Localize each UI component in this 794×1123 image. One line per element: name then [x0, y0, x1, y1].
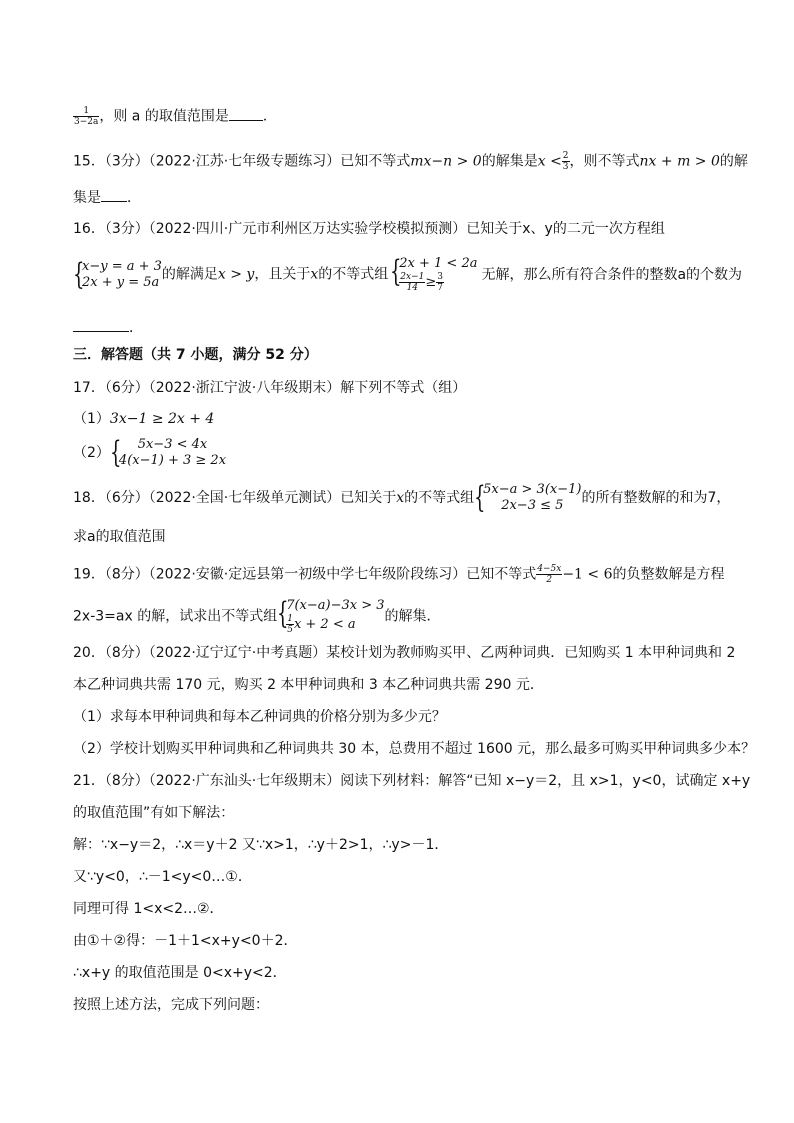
q16-line2	[73, 256, 742, 293]
q14-frac-den: 3−2a	[74, 117, 99, 127]
q16-mid2: ，且关于	[254, 266, 311, 283]
q14-line	[73, 106, 277, 127]
q15-sol-den: 3	[562, 162, 569, 172]
q18-row1: 5x−a > 3(x−1)	[483, 482, 582, 497]
q14-fraction	[73, 106, 99, 127]
q20-line1: 20．（8分）（2022·辽宁辽宁·中考真题）某校计划为教师购买甲、乙两种词典．已知购买 1 本甲种词典和 2	[73, 645, 736, 661]
q17-p2-label: （2）	[73, 445, 110, 461]
q21-line1: 21．（8分）（2022·广东汕头·七年级期末）阅读下列材料：解答“已知 x−y＝2，且 x>1，y<0，试确定 x+y	[73, 773, 751, 789]
q21-step4: 由①＋②得：－1＋1<x+y<0＋2．	[73, 933, 298, 949]
q15-answer-blank[interactable]	[101, 188, 127, 202]
q17-system	[110, 437, 226, 469]
q16-sys2-row2	[399, 272, 477, 293]
q16-sys1-row2: 2x + y = 5a	[82, 274, 160, 290]
q18-line2	[73, 528, 166, 546]
q16-mid3: 的不等式组	[318, 266, 389, 283]
q15-line2	[73, 188, 141, 207]
q21-step6: 按照上述方法，完成下列问题：	[73, 997, 269, 1013]
q19-system	[277, 598, 384, 635]
q16-sys2-frac-right	[436, 272, 444, 293]
q16-system1-brace: {	[73, 256, 85, 292]
q15-sol-lhs: x <	[537, 153, 562, 170]
q16-end2: ．	[129, 320, 143, 336]
q18-line1	[73, 482, 730, 514]
q19-row2	[286, 614, 384, 635]
q17-line1	[73, 379, 466, 397]
q15-ineq1: mx−n > 0	[410, 153, 482, 170]
q16-var: x	[310, 266, 319, 283]
q19-system-brace: {	[277, 596, 289, 631]
q16-sys2-rden: 7	[437, 283, 443, 293]
q18-line2-text: 求a的取值范围	[73, 529, 166, 545]
q19-line2a: 2x-3=ax 的解，试求出不等式组	[73, 608, 278, 625]
q16-sys2-row1: 2x + 1 < 2a	[399, 256, 478, 271]
q21-step2: 又∵y<0，∴－1<y<0…①．	[73, 869, 252, 885]
q21-line2: 的取值范围”有如下解法：	[73, 805, 235, 821]
q16-end: 无解，那么所有符合条件的整数a的个数为	[481, 266, 743, 283]
q18-system-brace: {	[474, 480, 486, 515]
q16-sys2-rnum: 3	[437, 272, 443, 282]
q18-label: 18．（6分）（2022·全国·七年级单元测试）已知关于	[73, 490, 397, 506]
q15-sol-num: 2	[562, 151, 569, 161]
q19-line2b: 的解集．	[384, 608, 441, 625]
q16-answer-blank[interactable]	[73, 318, 129, 332]
q17-p2-row1: 5x−3 < 4x	[137, 437, 208, 452]
q17-part2	[73, 437, 226, 469]
q17-p1-label: （1）	[73, 411, 110, 427]
q19-row1: 7(x−a)−3x > 3	[286, 598, 385, 613]
section3-title: 三．解答题（共 7 小题，满分 52 分）	[73, 347, 318, 363]
q19-fraction	[536, 564, 562, 585]
q16-mid1: 的解满足	[161, 266, 218, 283]
q19-r2-num: 1	[287, 614, 293, 624]
q16-label: 16．（3分）（2022·四川·广元市利州区万达实验学校模拟预测）已知关于x、y的二元一次方程组	[73, 221, 665, 237]
q16-sys2-den: 14	[399, 282, 425, 293]
q18-mid: 的不等式组	[404, 490, 475, 506]
q19-rest: −1 < 6	[562, 566, 613, 583]
q17-p1-expr: 3x−1 ≥ 2x + 4	[109, 411, 215, 427]
q16-sys2-rel: ≥	[425, 275, 437, 290]
q21-step5: ∴x+y 的取值范围是 0<x+y<2．	[73, 965, 287, 981]
q20-part1: （1）求每本甲种词典和每本乙种词典的价格分别为多少元？	[73, 709, 446, 725]
q19-line1	[73, 564, 725, 585]
q15-mid2: ，则不等式	[569, 153, 640, 170]
q18-end: 的所有整数解的和为7，	[581, 490, 731, 506]
q16-system2	[390, 256, 477, 293]
q15-end1: 的解	[719, 153, 748, 170]
q20-line2: 本乙种词典共需 170 元，购买 2 本甲种词典和 3 本乙种词典共需 290 元．	[73, 677, 544, 693]
q15-label: 15．（3分）（2022·江苏·七年级专题练习）已知不等式	[73, 153, 411, 170]
q14-frac-num: 1	[83, 106, 90, 116]
q15-sol-frac	[562, 151, 570, 172]
q21-step3: 同理可得 1<x<2…②．	[73, 901, 224, 917]
q16-system2-brace: {	[390, 254, 402, 289]
q19-end: 的负整数解是方程	[612, 566, 725, 583]
q16-sys2-frac-left	[399, 272, 425, 293]
q16-sys2-num: 2x−1	[400, 272, 425, 282]
q18-system	[474, 482, 581, 514]
q15-mid: 的解集是	[481, 153, 538, 170]
q16-line1	[73, 220, 665, 238]
q18-var: x	[396, 490, 405, 506]
q16-line3	[73, 318, 143, 337]
q17-label: 17．（6分）（2022·浙江宁波·八年级期末）解下列不等式（组）	[73, 380, 467, 396]
q15-end2: ．	[127, 190, 141, 206]
q14-answer-blank[interactable]	[229, 107, 263, 121]
q16-system1	[73, 256, 162, 292]
q17-system-brace: {	[109, 435, 122, 470]
q16-sys1-row1: x−y = a + 3	[82, 258, 162, 274]
q14-text: ，则 a 的取值范围是	[99, 108, 229, 125]
q15-ineq2: nx + m > 0	[639, 153, 720, 170]
q19-r2-rest: x + 2 < a	[293, 617, 356, 632]
q14-end: ．	[262, 108, 277, 125]
q19-frac-den: 2	[536, 574, 562, 585]
q19-line2	[73, 598, 441, 635]
q16-cond: x > y	[217, 266, 255, 283]
q19-frac-num: 4−5x	[537, 564, 562, 574]
q15-line1	[73, 151, 748, 172]
q19-r2-den: 5	[287, 625, 293, 635]
q18-row2: 2x−3 ≤ 5	[501, 498, 564, 513]
q21-step1: 解：∵x−y＝2，∴x＝y＋2 又∵x>1，∴y＋2>1，∴y>－1．	[73, 837, 449, 853]
q19-label: 19．（8分）（2022·安徽·定远县第一初级中学七年级阶段练习）已知不等式	[73, 566, 537, 583]
q15-line2-text: 集是	[73, 190, 101, 206]
q17-p2-row2: 4(x−1) + 3 ≥ 2x	[118, 453, 227, 468]
q17-part1	[73, 410, 214, 428]
q20-part2: （2）学校计划购买甲种词典和乙种词典共 30 本，总费用不超过 1600 元，那么最多可购买甲种词典多少本？	[73, 741, 756, 757]
